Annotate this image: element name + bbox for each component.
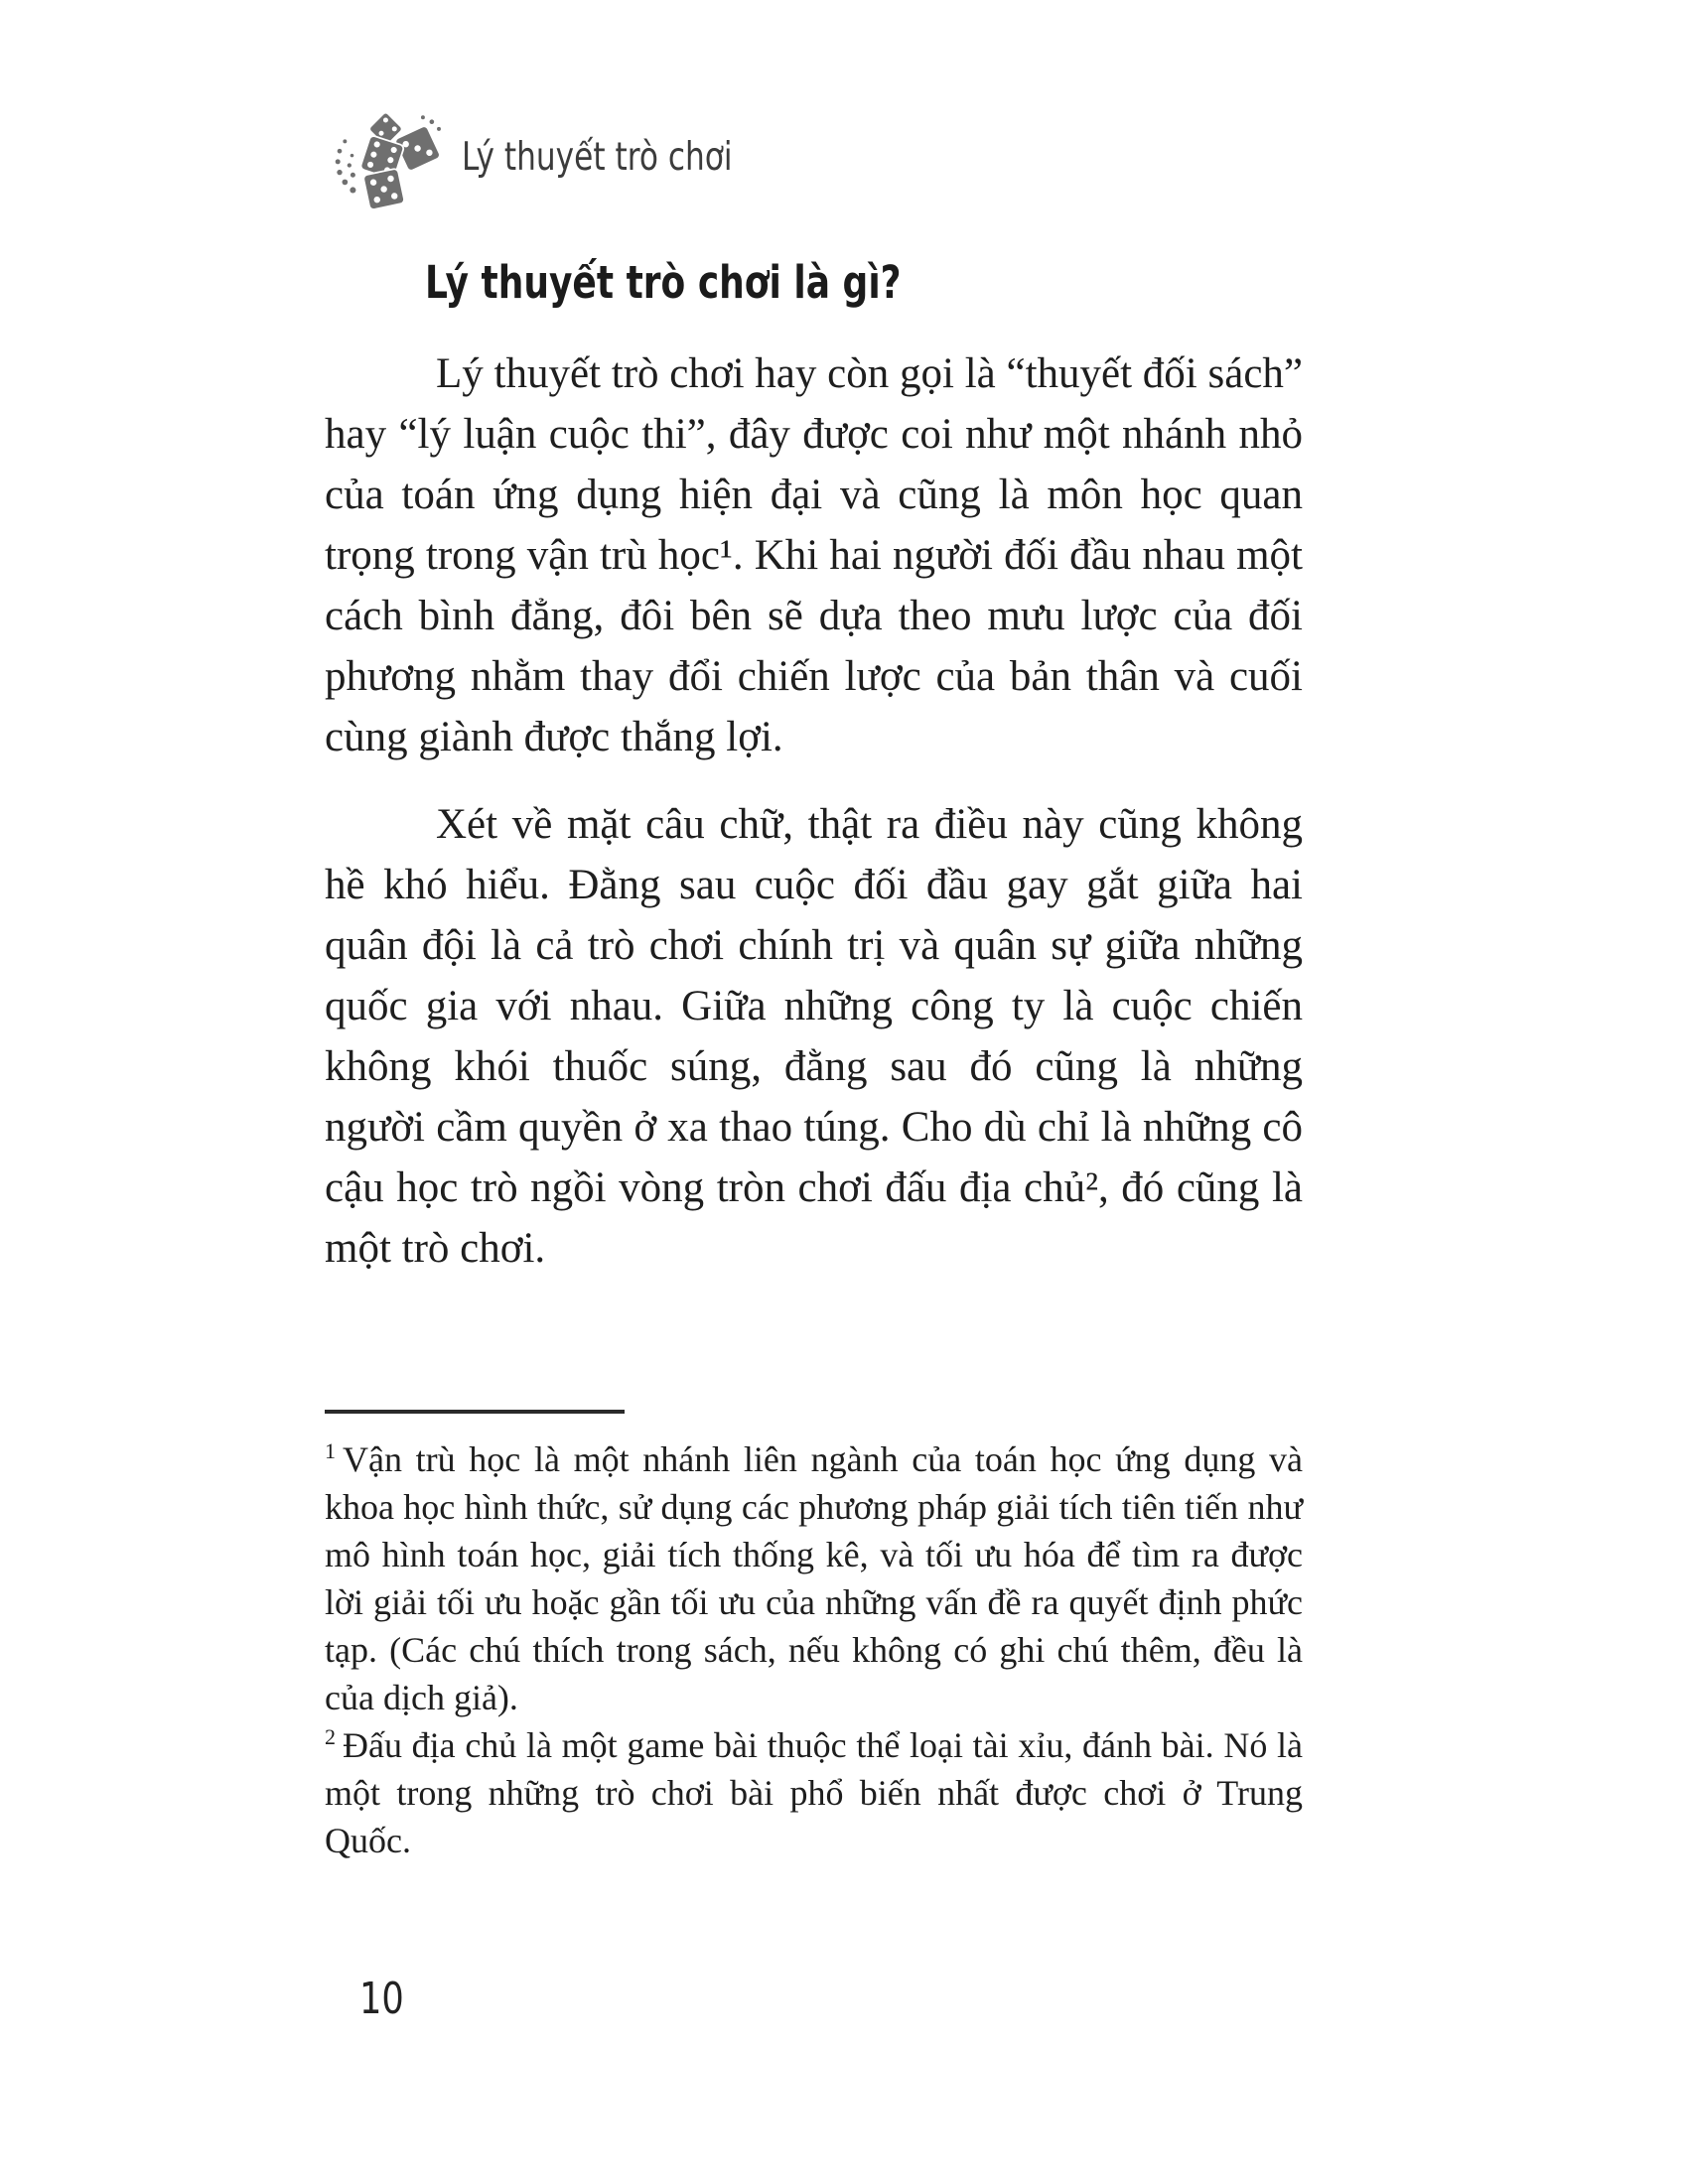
paragraph-2: Xét về mặt câu chữ, thật ra điều này cũng không hề khó hiểu. Đằng sau cuộc đối đầu gay gắt giữa hai quân đội là cả trò chơi chính trị và quân sự giữa những quốc gia với nhau. Giữa những công ty là cuộc chiến không khói thuốc súng, đằng sau đó cũng là những người cầm quyền ở xa thao túng. Cho dù chỉ là những cô cậu học trò ngồi vòng tròn chơi đấu địa chủ², đó cũng là một trò chơi. <box>325 801 1303 1272</box>
body-text <box>325 343 1303 1279</box>
footnotes <box>325 1435 1303 1864</box>
page-header <box>0 0 1688 228</box>
page-number: 10 <box>359 1974 404 2024</box>
section-heading: Lý thuyết trò chơi là gì? <box>425 256 902 309</box>
footnote-1-text: Vận trù học là một nhánh liên ngành của toán học ứng dụng và khoa học hình thức, sử dụng các phương pháp giải tích tiên tiến như mô hình toán học, giải tích thống kê, và tối ưu hóa để tìm ra được lời giải tối ưu hoặc gần tối ưu của những vấn đề ra quyết định phức tạp. (Các chú thích trong sách, nếu không có ghi chú thêm, đều là của dịch giả). <box>325 1439 1303 1717</box>
footnote-1 <box>325 1435 1303 1721</box>
footnote-2-text: Đấu địa chủ là một game bài thuộc thể loại tài xỉu, đánh bài. Nó là một trong những trò chơi bài phổ biến nhất được chơi ở Trung Quốc. <box>325 1725 1303 1860</box>
footnote-1-marker: 1 <box>325 1438 336 1463</box>
footnote-divider <box>325 1410 625 1414</box>
footnote-2 <box>325 1721 1303 1864</box>
paragraph-1: Lý thuyết trò chơi hay còn gọi là “thuyết đối sách” hay “lý luận cuộc thi”, đây được coi như một nhánh nhỏ của toán ứng dụng hiện đại và cũng là môn học quan trọng trong vận trù học¹. Khi hai người đối đầu nhau một cách bình đẳng, đôi bên sẽ dựa theo mưu lược của đối phương nhằm thay đổi chiến lược của bản thân và cuối cùng giành được thắng lợi. <box>325 350 1303 760</box>
footnote-2-marker: 2 <box>325 1724 336 1749</box>
running-title: Lý thuyết trò chơi <box>462 135 733 180</box>
dice-icon <box>320 111 459 210</box>
